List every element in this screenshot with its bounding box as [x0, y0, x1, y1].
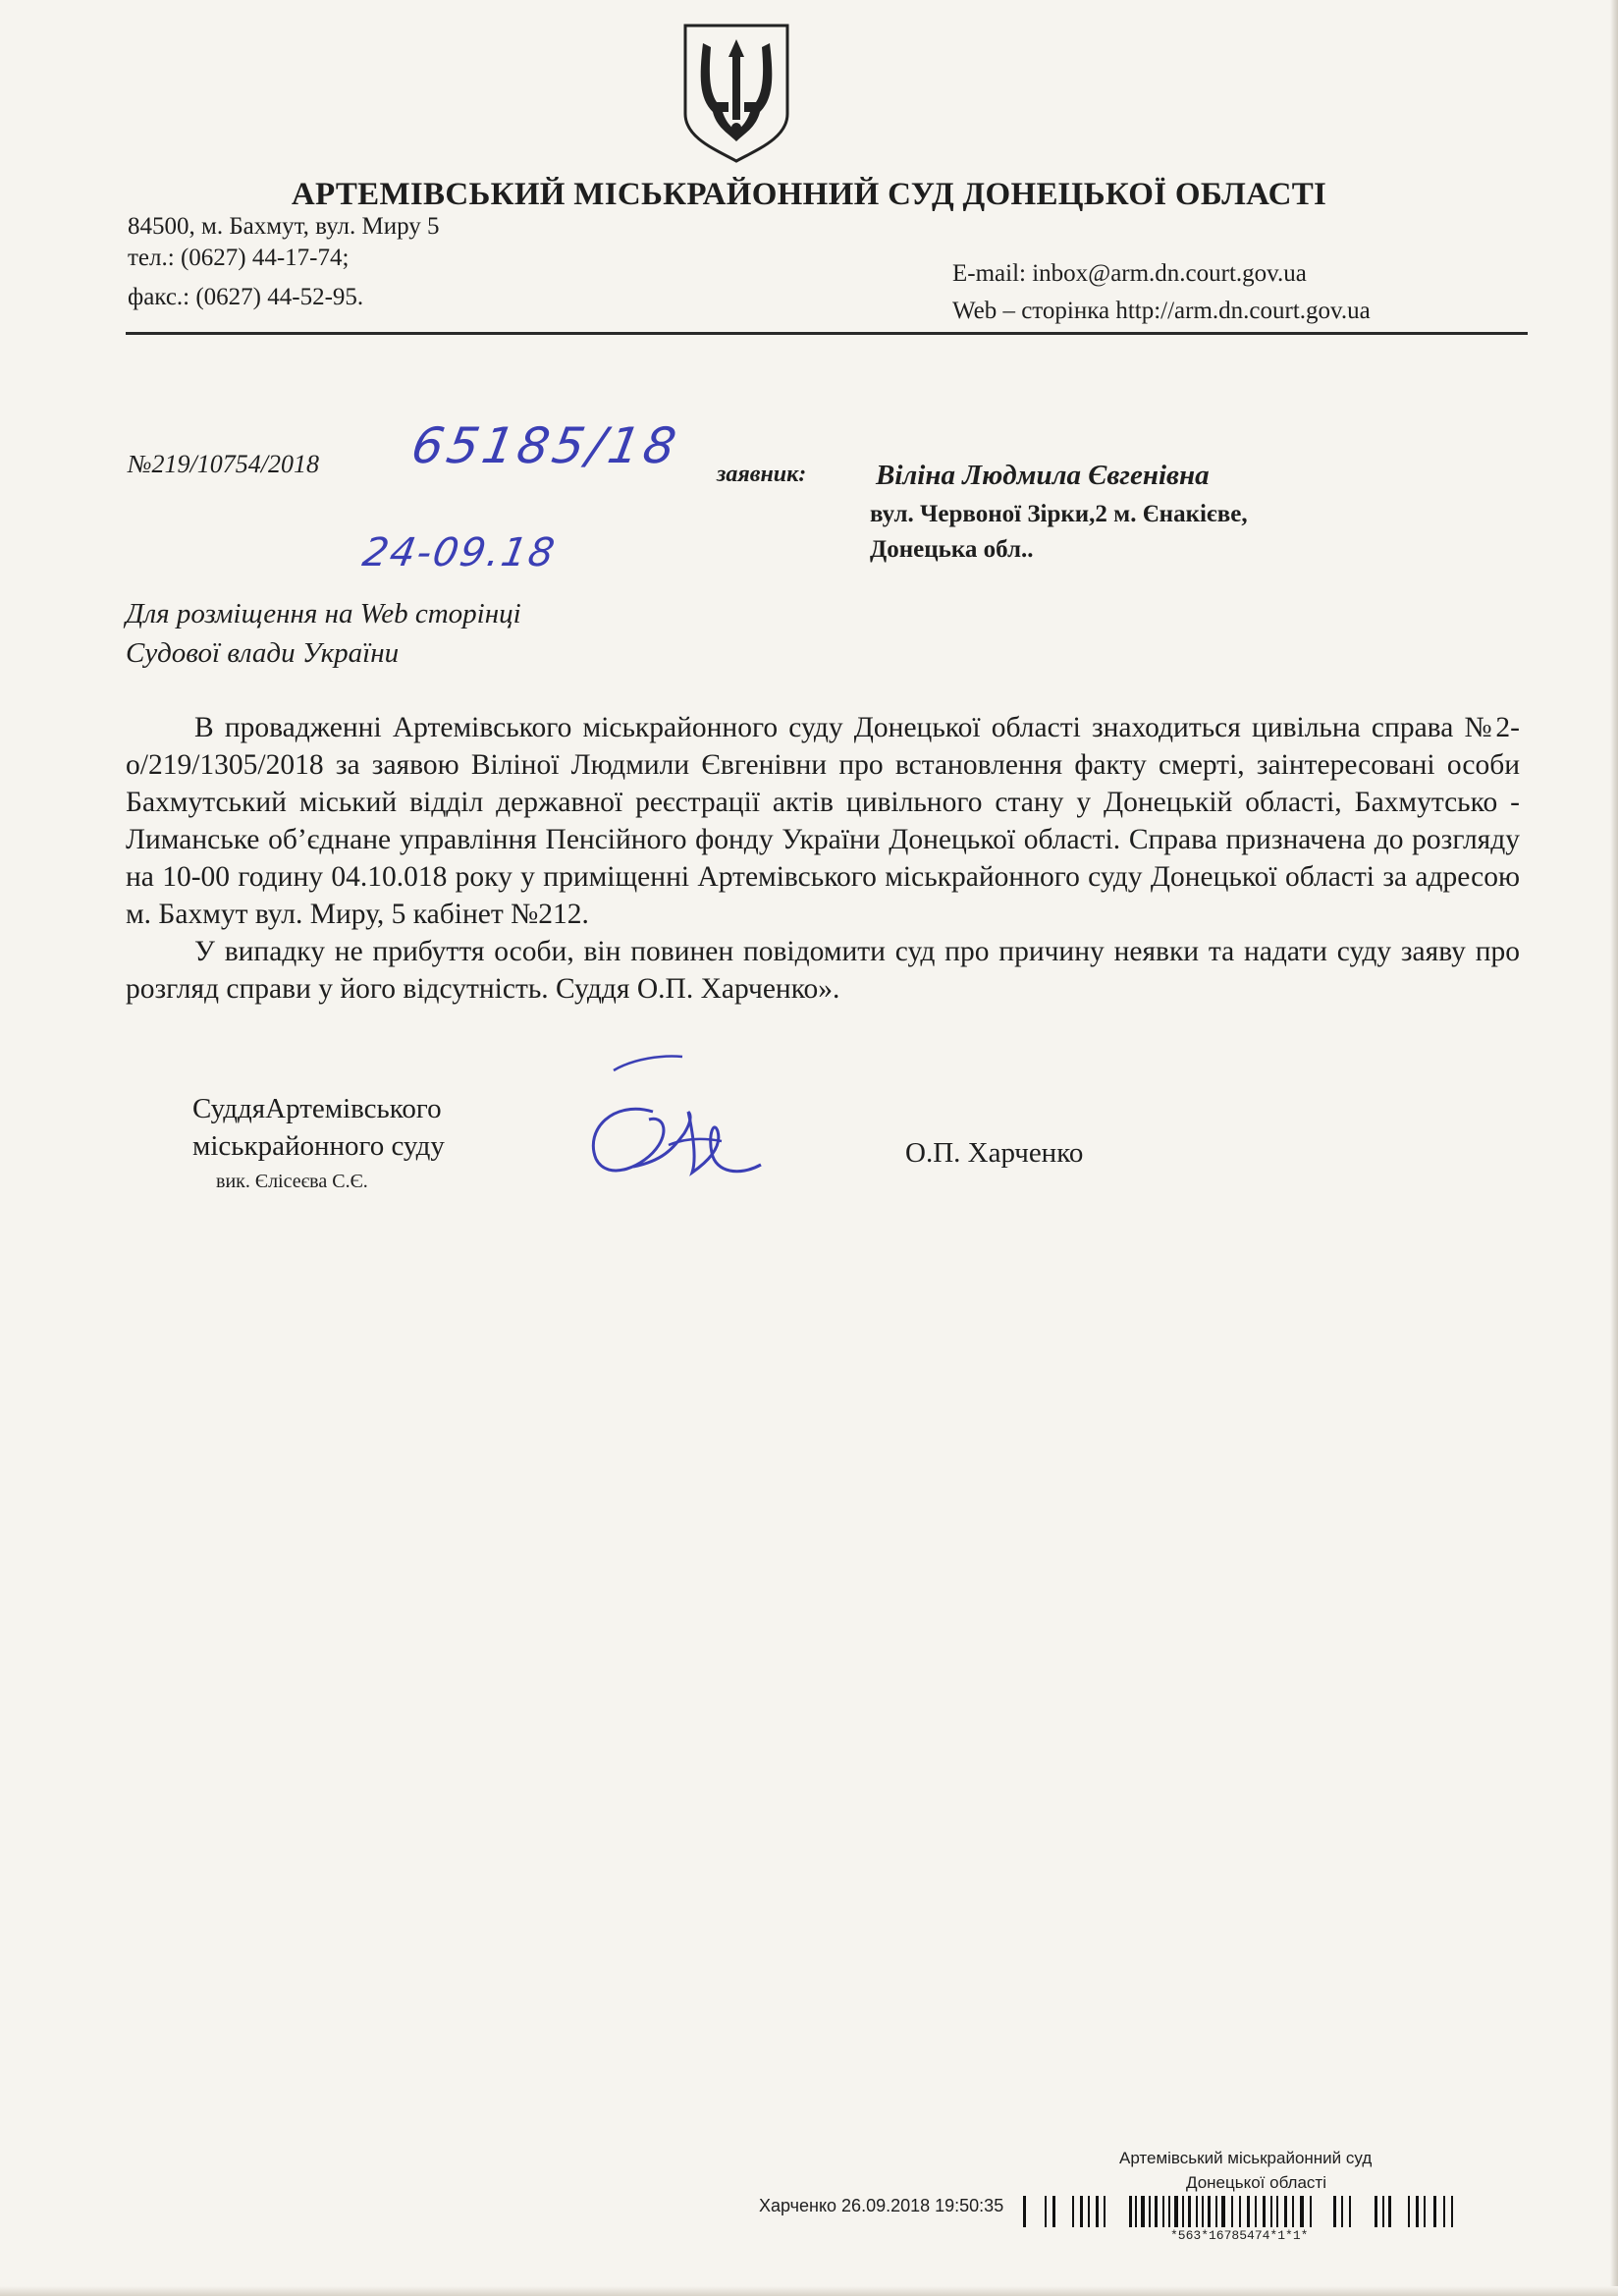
page-bottom-shadow	[0, 2286, 1618, 2296]
barcode-number: *563*16785474*1*1*	[1170, 2228, 1309, 2243]
handwritten-outgoing-number: 65185/18	[406, 417, 684, 474]
page-edge-shadow	[1610, 0, 1618, 2296]
judge-name: О.П. Харченко	[905, 1137, 1084, 1169]
court-address: 84500, м. Бахмут, вул. Миру 5	[128, 213, 440, 240]
body-paragraph: В провадженні Артемівського міськрайонного суду Донецької області знаходиться цивільна справа №2-о/219/1305/2018 за заявою Віліної Людмили Євгенівни про встановлення факту смерті, заінтересовані особи Бахмутський міський відділ державної реєстрації актів цивільного стану у Донецькій області, Бахмутсько - Лиманське об’єднане управління Пенсійного фонду України Донецької області. Справа призначена до розгляду на 10-00 годину 04.10.018 року у приміщенні Артемівського міськрайонного суду Донецької області за адресою м. Бахмут вул. Миру, 5 кабінет №212.	[126, 712, 1520, 930]
court-website: Web – сторінка http://arm.dn.court.gov.ua	[952, 298, 1371, 324]
body-paragraph: У випадку не прибуття особи, він повинен повідомити суд про причину неявки та надати суду заяву про розгляд справи у його відсутність. Суддя О.П. Харченко».	[126, 936, 1520, 1005]
applicant-region-line: Донецька обл..	[870, 536, 1034, 563]
applicant-label: заявник:	[717, 462, 807, 487]
court-fax: факс.: (0627) 44-52-95.	[128, 284, 364, 310]
web-publication-note	[126, 594, 521, 673]
court-email: E-mail: inbox@arm.dn.court.gov.ua	[952, 260, 1307, 287]
trident-coat-of-arms-icon	[677, 18, 795, 165]
handwritten-date: 24-09.18	[358, 530, 560, 575]
applicant-address-line: вул. Червоної Зірки,2 м. Єнакієве,	[870, 501, 1248, 527]
case-reference-number: №219/10754/2018	[128, 450, 319, 478]
handwritten-signature	[574, 1051, 781, 1208]
court-name-heading: АРТЕМІВСЬКИЙ МІСЬКРАЙОННИЙ СУД ДОНЕЦЬКОЇ ОБЛАСТІ	[291, 177, 1327, 212]
signatory-title-line: СуддяАртемівського	[192, 1093, 442, 1124]
court-phone: тел.: (0627) 44-17-74;	[128, 245, 350, 271]
receipt-court-name: Артемівський міськрайонний суд	[1119, 2149, 1373, 2167]
receipt-timestamp: Харченко 26.09.2018 19:50:35	[759, 2196, 1004, 2215]
signatory-title-line: міськрайонного суду	[192, 1130, 445, 1162]
header-divider	[126, 332, 1528, 335]
executor-name: вик. Єлісеєва С.Є.	[216, 1171, 368, 1192]
web-note-line: Судової влади України	[126, 637, 400, 669]
receipt-court-region: Донецької області	[1186, 2173, 1326, 2192]
signatory-title	[192, 1090, 445, 1165]
web-note-line: Для розміщення на Web сторінці	[126, 598, 521, 629]
barcode-icon	[1023, 2192, 1504, 2231]
notice-body	[126, 709, 1520, 1008]
applicant-name: Віліна Людмила Євгенівна	[876, 460, 1210, 491]
